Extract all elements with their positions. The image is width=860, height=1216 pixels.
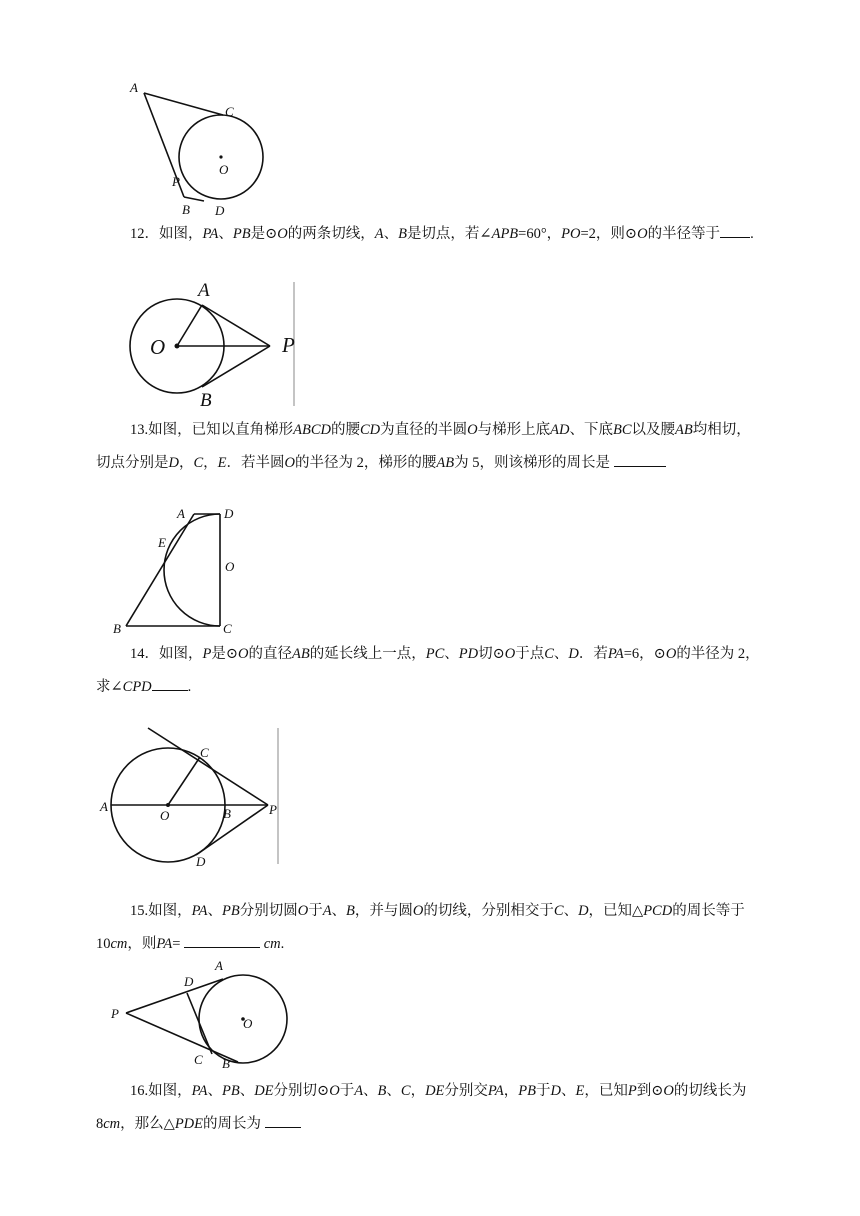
question-number: 16. — [130, 1083, 149, 1099]
figure-q11 — [120, 72, 280, 222]
label-o: O — [225, 559, 235, 574]
var: PB — [232, 226, 251, 242]
text: 是切点，若∠ — [406, 226, 492, 242]
var: O — [637, 226, 648, 242]
text: 均相切，切点分别是 — [96, 422, 751, 471]
var: PA — [202, 226, 219, 242]
text: =60°， — [518, 226, 562, 242]
text: 的切线长为 8 — [96, 1083, 747, 1132]
var: C — [400, 1083, 411, 1099]
text: 是⊙ — [211, 646, 239, 662]
text: 、 — [386, 1083, 401, 1099]
var: B — [377, 1083, 387, 1099]
answer-blank — [265, 1113, 301, 1128]
text: 的直径 — [248, 646, 292, 662]
text: 如图， — [159, 646, 203, 662]
var: AB — [292, 646, 310, 662]
text: = — [172, 936, 181, 952]
answer-blank — [720, 223, 750, 238]
text: 的两条切线， — [287, 226, 375, 242]
label-p: P — [111, 1006, 119, 1021]
var: C — [193, 455, 204, 471]
text: 的延长线上一点， — [309, 646, 426, 662]
text: 于 — [536, 1083, 551, 1099]
text: 分别切圆 — [239, 903, 298, 919]
label-p: P — [172, 174, 180, 189]
var: P — [627, 1083, 637, 1099]
var: PA — [156, 936, 173, 952]
var: PA — [191, 903, 208, 919]
var: C — [544, 646, 554, 662]
question-13 — [96, 414, 764, 480]
var: D — [578, 903, 589, 919]
var: E — [217, 455, 227, 471]
text: 、 — [444, 646, 459, 662]
var: O — [504, 646, 516, 662]
var: D — [568, 646, 579, 662]
question-number: 14． — [130, 646, 159, 662]
text: 、 — [331, 903, 347, 919]
label-p: P — [269, 802, 277, 817]
text: 、 — [563, 903, 579, 919]
label-c: C — [194, 1052, 203, 1067]
text: 分别切⊙ — [273, 1083, 330, 1099]
text: ．若 — [578, 646, 608, 662]
var: cm — [110, 936, 128, 952]
var: O — [329, 1083, 340, 1099]
label-o: O — [219, 162, 229, 177]
var: O — [412, 903, 424, 919]
answer-blank — [152, 676, 188, 691]
var: C — [553, 903, 564, 919]
var: PA — [607, 646, 624, 662]
text: ，已知△ — [588, 903, 644, 919]
label-c: C — [200, 745, 209, 760]
var: B — [398, 226, 407, 242]
var: P — [202, 646, 212, 662]
text: 到⊙ — [636, 1083, 664, 1099]
label-b: B — [113, 621, 121, 636]
label-a: A — [198, 280, 210, 301]
var: O — [277, 226, 288, 242]
answer-blank — [614, 452, 666, 467]
text: . — [750, 226, 754, 242]
text: 如图， — [148, 1083, 192, 1099]
text: 如图， — [159, 226, 203, 242]
label-e: E — [158, 535, 166, 550]
question-number: 12． — [130, 226, 159, 242]
question-15 — [96, 895, 764, 961]
label-p: P — [282, 333, 295, 357]
text: 分别交 — [444, 1083, 488, 1099]
label-o: O — [160, 808, 170, 823]
figure-q15 — [108, 958, 308, 1071]
var: BC — [612, 422, 632, 438]
label-b: B — [223, 806, 231, 821]
var: PB — [518, 1083, 536, 1099]
question-12 — [96, 218, 764, 251]
text: 切⊙ — [478, 646, 505, 662]
label-c: C — [223, 621, 232, 636]
var: DE — [254, 1083, 274, 1099]
var: O — [665, 646, 677, 662]
text: 的周长等于 10 — [96, 903, 745, 952]
text: 的周长为 — [203, 1116, 262, 1132]
text: ，并与圆 — [354, 903, 413, 919]
text: =6，⊙ — [623, 646, 666, 662]
var: D — [550, 1083, 561, 1099]
text: 、 — [383, 226, 399, 242]
text: 是⊙ — [250, 226, 278, 242]
text: 于点 — [515, 646, 545, 662]
var: O — [238, 646, 249, 662]
var: cm — [263, 936, 281, 952]
text: 于 — [339, 1083, 355, 1099]
figure-q13 — [110, 500, 260, 640]
var: APB — [491, 226, 519, 242]
text: ， — [410, 1083, 426, 1099]
question-16 — [96, 1075, 764, 1141]
var: A — [354, 1083, 364, 1099]
text: 的半径为 2，梯形的腰 — [295, 455, 437, 471]
var: PC — [425, 646, 445, 662]
var: AB — [675, 422, 693, 438]
var: E — [575, 1083, 585, 1099]
text: 与梯形上底 — [477, 422, 551, 438]
text: 、 — [363, 1083, 378, 1099]
text: ，那么△ — [120, 1116, 175, 1132]
var: PO — [561, 226, 581, 242]
var: PA — [487, 1083, 504, 1099]
label-a: A — [177, 506, 185, 521]
text: 、下底 — [569, 422, 613, 438]
var: A — [374, 226, 384, 242]
answer-blank — [184, 933, 260, 948]
label-a: A — [215, 958, 223, 973]
label-d: D — [215, 203, 225, 218]
text: ， — [503, 1083, 519, 1099]
var: A — [322, 903, 332, 919]
text: 、 — [239, 1083, 255, 1099]
label-o: O — [150, 335, 166, 359]
var: PCD — [643, 903, 673, 919]
question-14 — [96, 638, 764, 704]
var: DE — [425, 1083, 445, 1099]
label-d: D — [184, 974, 194, 989]
text: 的切线，分别相交于 — [423, 903, 554, 919]
var: PB — [221, 1083, 240, 1099]
label-d: D — [224, 506, 234, 521]
label-c: C — [225, 104, 234, 119]
text: ，已知 — [584, 1083, 628, 1099]
text: . — [187, 679, 192, 695]
var: PD — [458, 646, 479, 662]
var: O — [663, 1083, 674, 1099]
text: 、 — [207, 1083, 222, 1099]
text: 以及腰 — [631, 422, 675, 438]
label-b: B — [222, 1056, 230, 1071]
var: O — [297, 903, 309, 919]
text: ， — [203, 455, 218, 471]
label-a: A — [130, 80, 138, 95]
text: . — [280, 936, 285, 952]
text: 如图，已知以直角梯形 — [148, 422, 294, 438]
text: 为直径的半圆 — [380, 422, 468, 438]
text: 的腰 — [330, 422, 360, 438]
text: 为 5，则该梯形的周长是 — [454, 455, 610, 471]
label-b: B — [182, 202, 190, 217]
var: B — [346, 903, 355, 919]
var: AD — [550, 422, 570, 438]
var: PDE — [174, 1116, 204, 1132]
text: 的半径等于 — [647, 226, 721, 242]
label-o: O — [243, 1016, 253, 1031]
text: 于 — [308, 903, 323, 919]
var: cm — [103, 1116, 121, 1132]
text: ， — [178, 455, 194, 471]
var: D — [168, 455, 179, 471]
text: =2，则⊙ — [580, 226, 638, 242]
var: CPD — [122, 679, 152, 695]
question-number: 13. — [130, 422, 149, 438]
text: ，则 — [127, 936, 157, 952]
var: O — [284, 455, 295, 471]
text: 如图， — [148, 903, 192, 919]
question-number: 15. — [130, 903, 149, 919]
text: 、 — [560, 1083, 576, 1099]
figure-q12 — [120, 280, 310, 410]
var: PB — [221, 903, 240, 919]
var: PA — [191, 1083, 208, 1099]
figure-q14 — [98, 722, 288, 872]
label-a: A — [100, 799, 108, 814]
text: 、 — [553, 646, 569, 662]
var: ABCD — [293, 422, 331, 438]
text: ．若半圆 — [226, 455, 285, 471]
var: O — [467, 422, 478, 438]
text: 、 — [218, 226, 233, 242]
var: AB — [436, 455, 455, 471]
label-d: D — [196, 854, 206, 869]
text: 、 — [207, 903, 222, 919]
label-b: B — [200, 390, 212, 411]
var: CD — [359, 422, 381, 438]
text: 的半径为 2，求∠ — [96, 646, 760, 695]
